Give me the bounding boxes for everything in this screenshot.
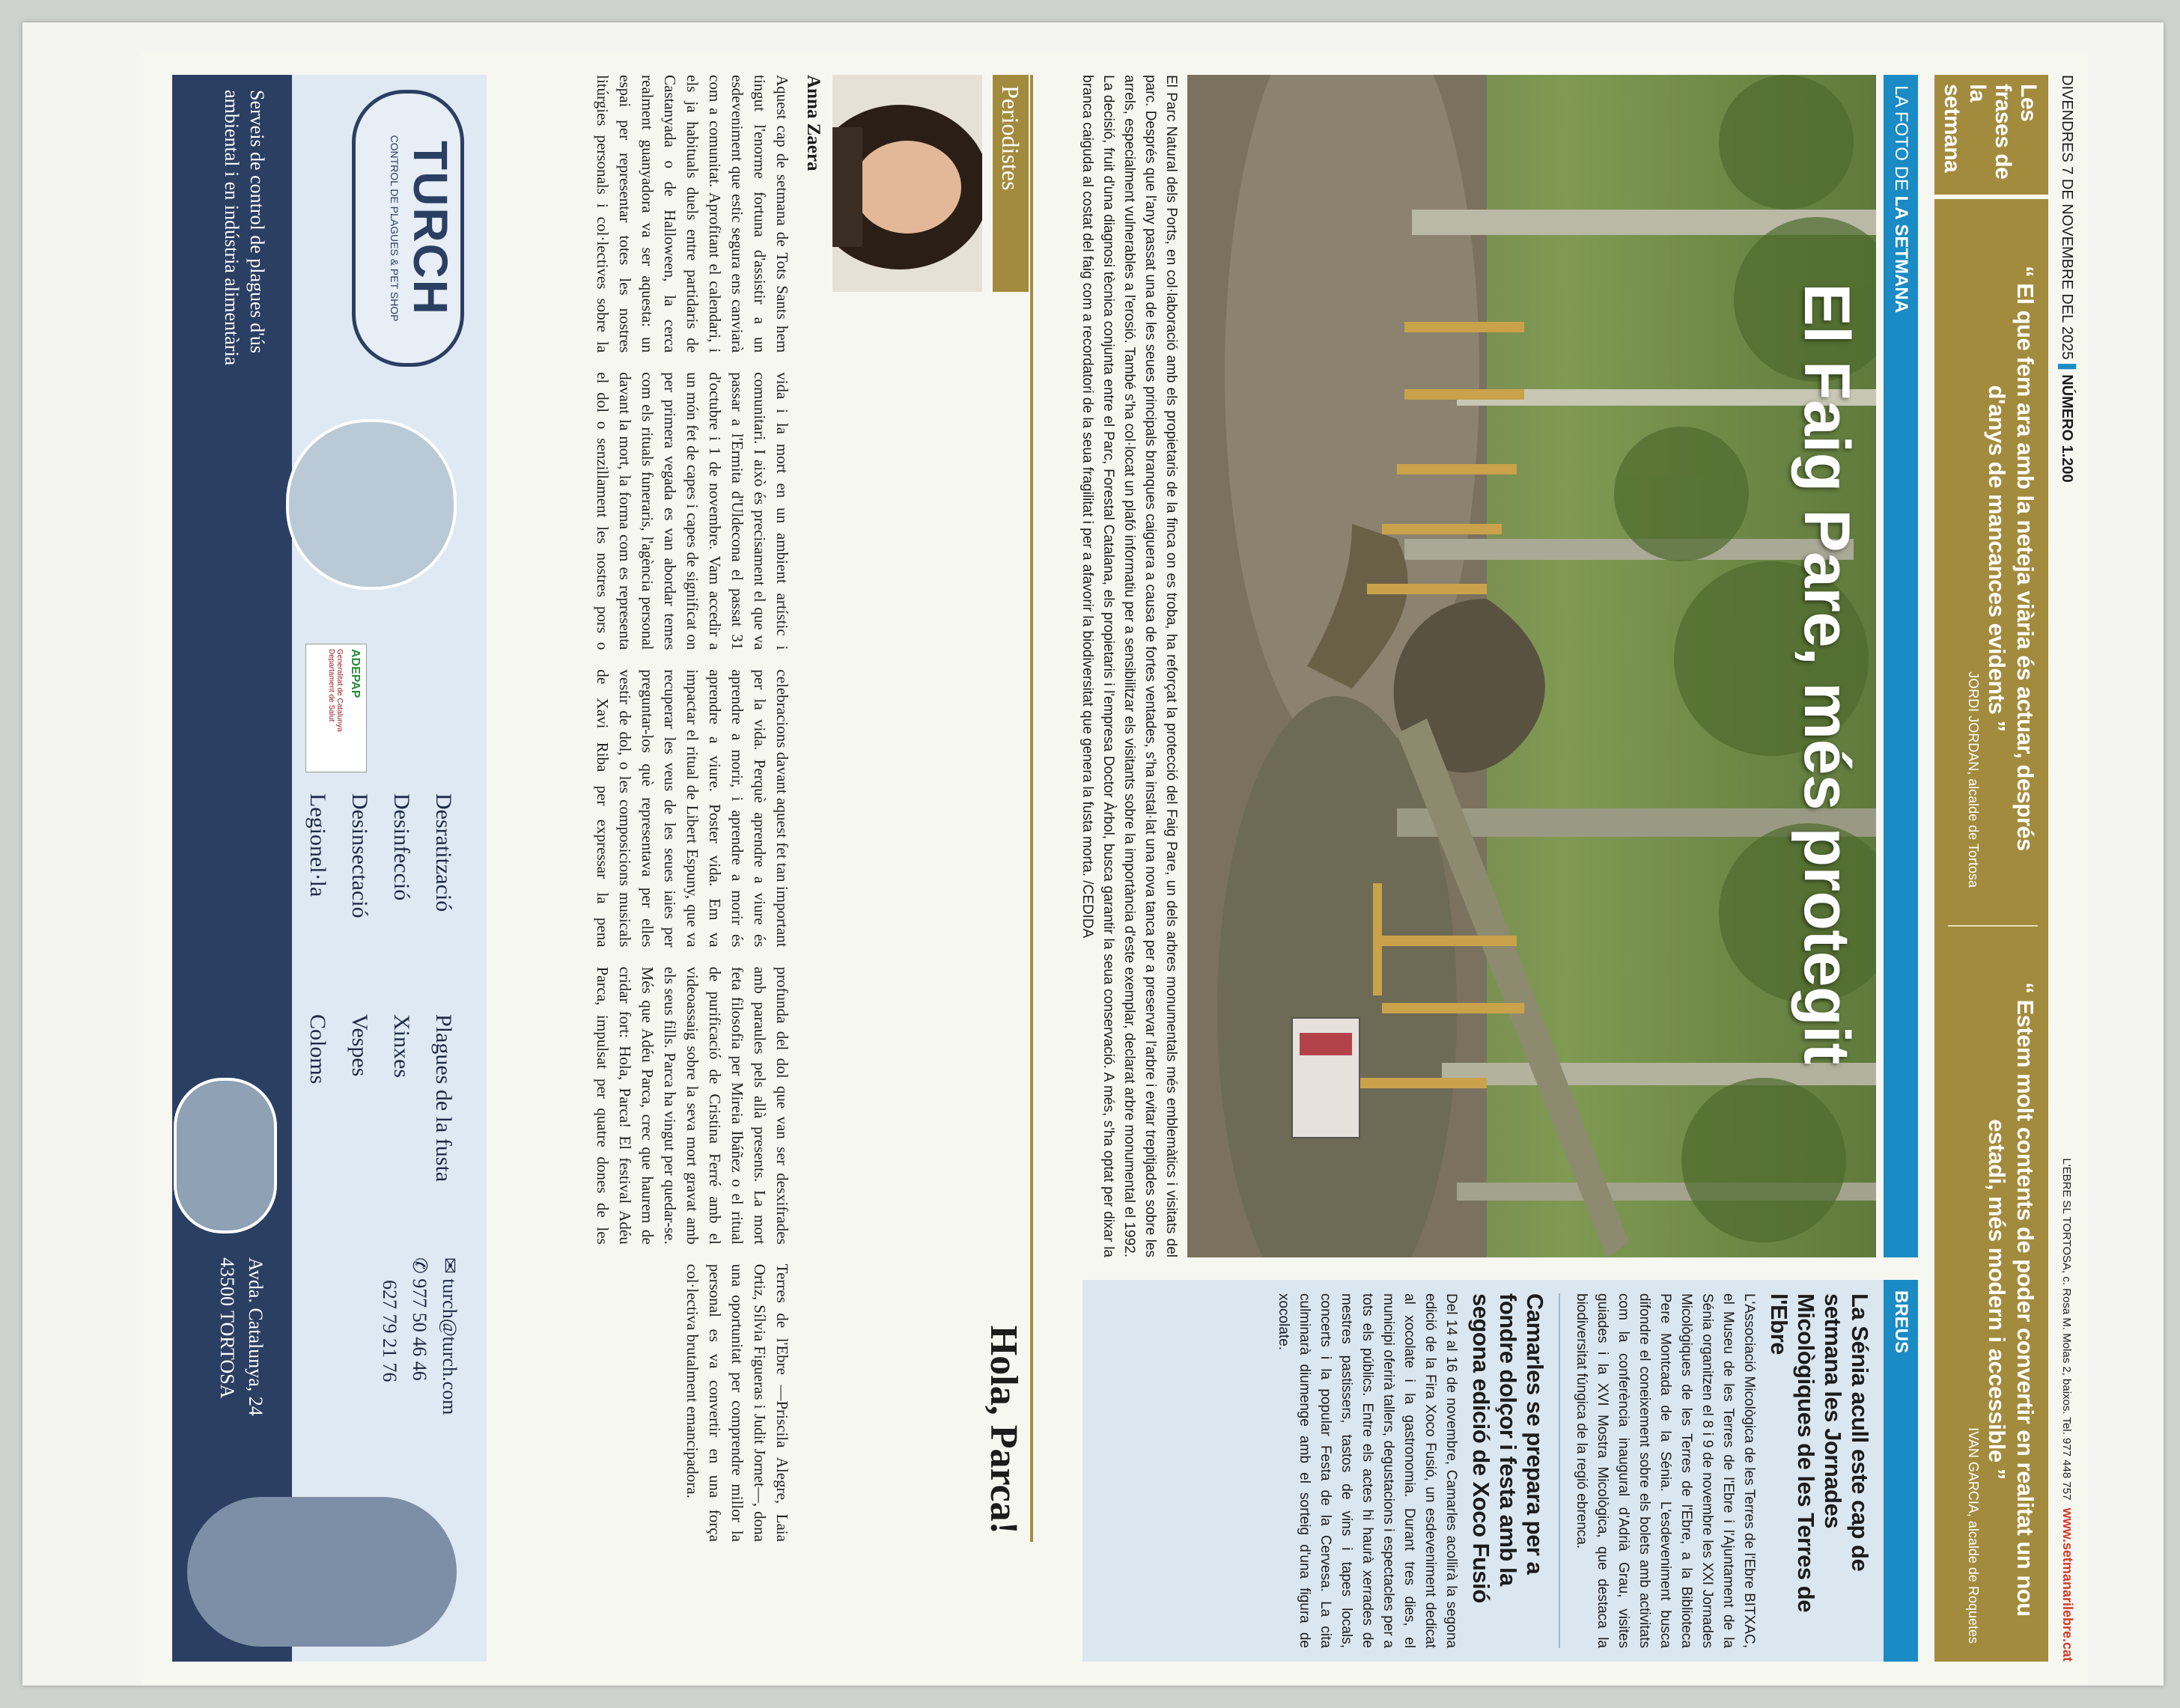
ad-slogan: Serveis de control de plagues d'ús ambiental i en indústria alimentària bbox=[221, 90, 268, 366]
breus-box bbox=[1083, 1280, 1884, 1662]
quotes-label: Les frases de la setmana bbox=[1940, 84, 2041, 180]
ad-services bbox=[296, 793, 464, 1213]
quote-divider bbox=[1948, 925, 2038, 927]
mail-icon: ✉ bbox=[439, 1257, 460, 1279]
quotes-band bbox=[1934, 199, 2048, 1662]
column-author: Anna Zaera bbox=[803, 75, 823, 171]
breus-divider bbox=[1559, 1293, 1560, 1648]
ad-cert-logo: ADEPAP bbox=[349, 649, 362, 698]
breu-2-body: Del 14 al 16 de novembre, Camarles acollirà la segona edició de la Fira Xoco Fusió, un esdeveniment dedicat al xocolate i la gastronomia. Durant tres dies, el municipi oferirà tallers, degustacions i espectacles per a tots els públics. Entre els actes hi haurà xerrades de mestres pastissers, tastos de vins i tapes locals, concerts i la popular Festa de la Cervesa. La cita culminarà diumenge amb el sorteig d'una figura de xocolate. bbox=[1276, 1293, 1459, 1648]
forest-photo bbox=[1187, 75, 1876, 1257]
website-link[interactable]: www.setmanarilebre.cat bbox=[2060, 1507, 2075, 1662]
author-photo bbox=[832, 75, 982, 292]
ad-photo-work bbox=[174, 1078, 277, 1233]
ad-photo-shop bbox=[286, 419, 457, 590]
quote-1-text: “ El que fem ara amb la neteja viària és actuar, després d'anys de mancances evidents ” bbox=[1984, 266, 2039, 851]
photo-section-bar bbox=[1884, 75, 1918, 1257]
ad-service: Plagues de la fusta bbox=[431, 1014, 456, 1183]
quote-2-role: alcalde de Roquetes bbox=[1966, 1520, 1981, 1644]
ad-phone-1[interactable]: 977 50 46 46 bbox=[409, 1278, 430, 1381]
column-section-box bbox=[993, 75, 1029, 292]
ad-service: Coloms bbox=[305, 1014, 330, 1085]
breus-bar bbox=[1884, 1280, 1918, 1662]
quote-1 bbox=[1965, 229, 2039, 888]
ad-contact bbox=[374, 1257, 464, 1482]
ad-address: Avda. Catalunya, 24 bbox=[245, 1257, 267, 1416]
masthead: DIVENDRES 7 DE NOVEMBRE DEL 2025 ▌NÚMERO 1.200 L'EBRE SL TORTOSA, c. Rosa M. Molas 2, baixos. Tel. 977 448 757 www.setmanarilebre.cat bbox=[2059, 75, 2075, 1662]
phone-icon: ✆ bbox=[409, 1257, 430, 1279]
scanned-sheet bbox=[22, 22, 2164, 1686]
ad-photo-tunnel bbox=[187, 1497, 457, 1647]
ad-gov: Generalitat de Catalunya Departament de Salut bbox=[327, 649, 344, 732]
newspaper-page bbox=[142, 52, 2089, 1684]
issue-date: DIVENDRES 7 DE NOVEMBRE DEL 2025 bbox=[2059, 75, 2075, 360]
breu-2-title: Camarles se prepara per a fondre dolçor i festa amb la segona edició de Xoco Fusió bbox=[1468, 1293, 1548, 1603]
ad-logo bbox=[352, 90, 464, 367]
breu-1-body: L'Associació Micològica de les Terres de l'Ebre BITXAC, el Museu de les Terres de l'Ebre i l'Ajuntament de la Sénia organitzen el 8 i 9 de novembre les XXI Jornades Micològiques de les Terres de l'Ebre, a la Biblioteca Pere Montcada de la Sénia. L'esdeveniment busca difondre el coneixement sobre els bolets amb activitats com la conferència inaugural d'Adrià Grau, visites guiades i la XVI Mostra Micològica, que destaca la biodiversitat fúngica de la regió ebrenca. bbox=[1574, 1293, 1757, 1648]
breu-1-title: La Sénia acull este cap de setmana les Jornades Micològiques de les Terres de l'Ebre bbox=[1766, 1293, 1873, 1612]
ad-tagline: CONTROL DE PLAGUES & PET SHOP bbox=[389, 135, 401, 322]
quote-1-role: alcalde de Tortosa bbox=[1966, 778, 1981, 888]
ad-phone-2[interactable]: 627 79 21 76 bbox=[379, 1280, 401, 1382]
ad-address-block bbox=[213, 1257, 270, 1482]
ad-service: Legionel·la bbox=[305, 793, 330, 897]
imprint: L'EBRE SL TORTOSA, c. Rosa M. Molas 2, baixos. Tel. 977 448 757 bbox=[2060, 1158, 2073, 1501]
quote-1-author: JORDI JORDAN, bbox=[1966, 671, 1981, 775]
breus-label: BREUS bbox=[1891, 1290, 1911, 1354]
turch-ad bbox=[172, 75, 487, 1662]
ad-service: Vespes bbox=[347, 1014, 372, 1077]
photo-headline: El Faig Pare, més protegit bbox=[1791, 283, 1863, 1064]
ad-email[interactable]: turch@turch.com bbox=[439, 1278, 460, 1415]
quote-2-author: IVAN GARCIA, bbox=[1966, 1427, 1981, 1517]
quote-2 bbox=[1965, 955, 2039, 1644]
ad-service: Desinsectació bbox=[347, 793, 372, 918]
quotes-label-box bbox=[1934, 75, 2048, 195]
ad-service: Xinxes bbox=[389, 1014, 414, 1078]
ad-certification bbox=[305, 644, 367, 772]
photo-section-kicker: LA FOTO DE LA SETMANA bbox=[1891, 85, 1911, 314]
column-rule bbox=[1030, 75, 1033, 1542]
ad-brand: TURCH bbox=[404, 141, 457, 316]
column-title: Hola, Parca! bbox=[982, 1325, 1025, 1534]
photo-caption: El Parc Natural dels Ports, en col·laboració amb els propietaris de la finca on es troba, ha reforçat la protecció del Faig Pare, un dels arbres monumentals més emblemàtics i visitats del parc. Després que l'any passat una de les seues principals branques caiguera a causa de fortes ventades, s'ha instal·lat una nova tanca per a preservar l'arbre i evitar trepitjades sobre les arrels, especialment vulnerables a l'erosió. També s'ha col·locat un plafó informatiu per a sensibilitzar els visitants sobre la importància d'este exemplar, declarat arbre monumental el 1992. La decisió, fruit d'una diagnosi tècnica conjunta entre el Parc, Forestal Catalana, els propietaris i l'empresa Doctor Àrbol, busca garantir la seua conservació. A més, s'ha optat per dixar la branca caiguda al costat del faig com a recordatori de la seua fragilitat i per a afavorir la biodiversitat que genera la fusta morta. /CEDIDA bbox=[1080, 75, 1179, 1257]
column-section: Periodistes bbox=[997, 85, 1024, 191]
quote-2-text: “ Estem molt contents de poder convertir en realitat un nou estadi, més modern i accessible ” bbox=[1984, 982, 2039, 1617]
column-text: Aquest cap de setmana de Tots Sants hem tingut l'enorme fortuna d'assistir a un esdeveniment que estic segura ens canviarà com a comunitat. Aprofitant el calendari, i els ja habituals duels entre partidaris de Castanyada o de Halloween, la cerca realment guanyadora va ser aquesta: un espai per representar totes les nostres litúrgies personals i col·lectives sobre la vida i la mort en un ambient artístic i comunitari. I això és precisament el que va passar a l'Ermita d'Uldecona el passat 31 d'octubre i 1 de novembre. Vam accedir a un món fet de capes i capes de significat on per primera vegada es van abordar temes com els rituals funeraris, l'agència personal davant la mort, la forma com es representa el dol o senzillament les nostres pors o celebracions davant aquest fet tan important per la vida. Perquè aprendre a viure és aprendre a morir, i aprendre a morir és aprendre a viure. Poster vida. Em va impactar el ritual de Libert Espuny, que va recuperar les veus de les seues iaies per preguntar-los què representava per elles vestir de dol, o les composicions musicals de Xavi Riba per expressar la pena profunda del dol que van ser desxifrades amb paraules pels allà presents. La mort feta filosofia per Mireia Ibáñez o el ritual de purificació de Cristina Ferré amb el videoassaig sobre la seva mort gravat amb els seus fills. Parca ha vingut per quedar-se. Més que Adéu Parca, crec que haurem de cridar fort: Hola, Parca! El festival Adéu Parca, impulsat per quatre dones de les Terres de l'Ebre —Priscila Alegre, Laia Ortiz, Sílvia Figueras i Judit Jornet—, dona una oportunitat per comprendre millor la personal es va convertir en una força col·lectiva brutalment emancipadora. bbox=[594, 75, 791, 1542]
ad-city: 43500 TORTOSA bbox=[216, 1257, 238, 1399]
ad-service: Desinfecció bbox=[389, 793, 414, 901]
issue-number: NÚMERO 1.200 bbox=[2059, 374, 2075, 483]
ad-service: Desratització bbox=[431, 793, 456, 912]
